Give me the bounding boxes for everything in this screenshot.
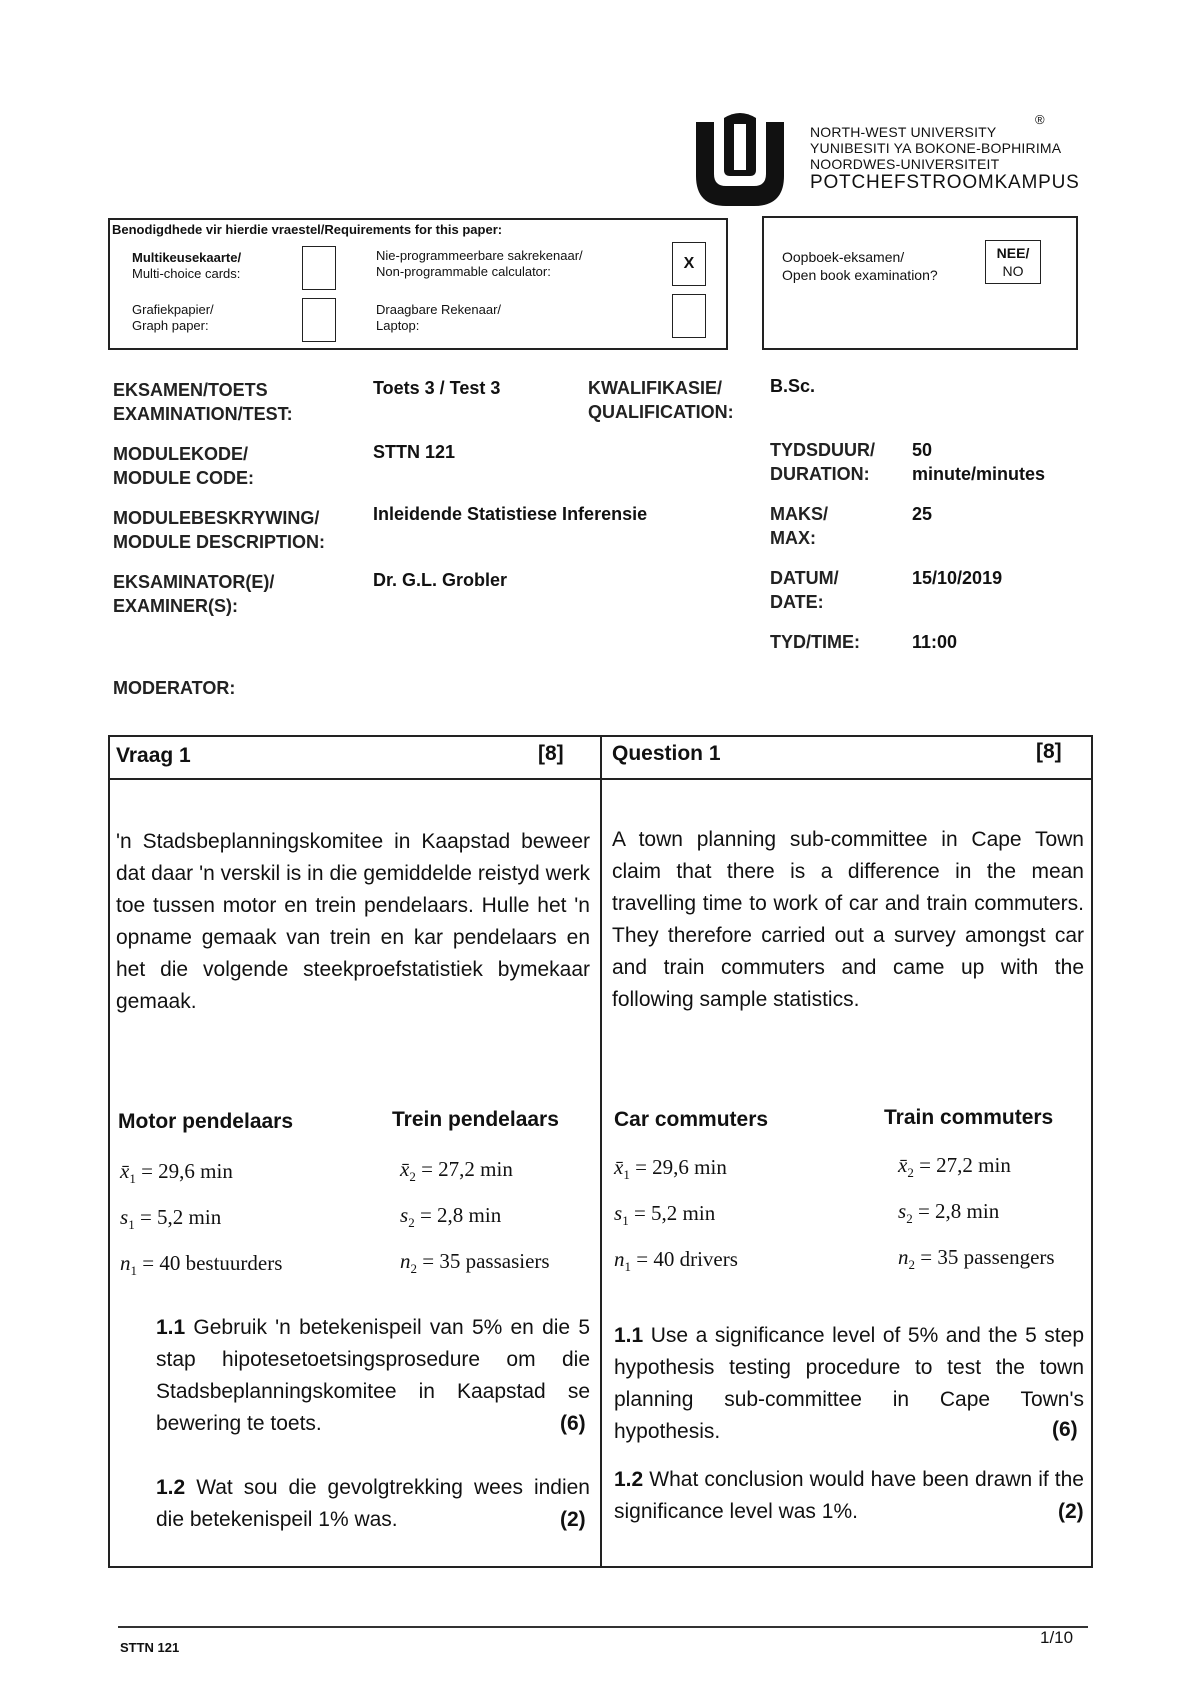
group2-heading-en: Train commuters [884, 1106, 1054, 1129]
registered-mark: ® [1035, 112, 1045, 127]
question-number: 1.1 [614, 1324, 644, 1347]
question-1-1-marks-af: (6) [560, 1412, 586, 1435]
exam-value: Toets 3 / Test 3 [373, 378, 501, 398]
calculator-label [376, 248, 583, 280]
date-label [770, 566, 839, 614]
label-en: DATE: [770, 592, 824, 612]
stat-n: $n_1 = 40$ bestuurders [120, 1251, 283, 1279]
stat-value: = 2,8 min [917, 1199, 1000, 1224]
university-line: NOORDWES-UNIVERSITEIT [810, 156, 1000, 172]
calculator-checkbox[interactable]: X [672, 242, 706, 286]
label-af: Multikeusekaarte/ [132, 250, 242, 265]
group2-heading-af: Trein pendelaars [392, 1108, 559, 1131]
duration-unit: minute/minutes [912, 464, 1046, 484]
university-line: YUNIBESITI YA BOKONE-BOPHIRIMA [810, 140, 1062, 156]
laptop-label [376, 302, 501, 334]
stat-sd: $s_1 = 5,2$ min [120, 1205, 222, 1233]
graph-paper-checkbox[interactable] [302, 298, 336, 342]
label-af: MODULEBESKRYWING/ [113, 508, 320, 528]
duration-number: 50 [912, 440, 933, 460]
moderator-label: MODERATOR: [113, 678, 236, 698]
multi-choice-label [132, 250, 241, 282]
question-1-2-marks-en: (2) [1058, 1500, 1084, 1523]
header-divider [108, 778, 1093, 780]
question-marks-af: [8] [538, 742, 564, 765]
label-af: TYDSDUUR/ [770, 440, 876, 460]
footer-module-code: STTN 121 [120, 1640, 180, 1655]
examiner-label [113, 570, 274, 618]
label-af: Oopboek-eksamen/ [782, 249, 905, 265]
label-af: KWALIFIKASIE/ [588, 378, 722, 398]
examiner-value: Dr. G.L. Grobler [373, 570, 508, 590]
university-logo [690, 112, 790, 208]
stat-value: = 2,8 min [419, 1203, 502, 1228]
stat-mean: $x̄_2 = 27,2$ min [400, 1157, 513, 1185]
stats-group2-af [400, 1150, 550, 1289]
group1-heading-af: Motor pendelaars [118, 1110, 294, 1133]
label-en: EXAMINATION/TEST: [113, 404, 293, 424]
stat-mean: $x̄_2 = 27,2$ min [898, 1153, 1011, 1181]
stat-sd: $s_1 = 5,2$ min [614, 1201, 716, 1229]
time-value: 11:00 [912, 632, 958, 652]
module-code-label [113, 442, 254, 490]
label-af: Draagbare Rekenaar/ [376, 302, 502, 317]
question-1-1-af [156, 1312, 590, 1440]
question-1-1-en [614, 1320, 1084, 1448]
question-text: Gebruik 'n betekenispeil van 5% en die 5 stap hipotesetoetsingsprosedure om die Stadsbeplanningskomitee in Kaapstad se bewering te toets. [156, 1316, 590, 1435]
question-number: 1.1 [156, 1316, 186, 1339]
stat-sd: $s_2 = 2,8$ min [400, 1203, 502, 1231]
stat-n: $n_1 = 40$ drivers [614, 1247, 738, 1275]
label-en: Open book examination? [782, 267, 938, 283]
question-1-2-en [614, 1464, 1084, 1528]
label-en: Non-programmable calculator: [376, 264, 551, 279]
question-intro-af: 'n Stadsbeplanningskomitee in Kaapstad beweer dat daar 'n verskil is in die gemiddelde reistyd werk toe tussen motor en trein pendelaars. Hulle het 'n opname gemaak van trein en kar pendelaars en het die volgende steekproefstatistiek bymekaar gemaak. [116, 830, 590, 1013]
label-en: QUALIFICATION: [588, 402, 734, 422]
question-number: 1.2 [156, 1476, 186, 1499]
question-1-2-af [156, 1472, 590, 1536]
label-af: DATUM/ [770, 568, 839, 588]
label-af: Grafiekpapier/ [132, 302, 214, 317]
question-1-1-marks-en: (6) [1052, 1418, 1078, 1441]
duration-label [770, 438, 875, 486]
stats-group1-af [120, 1152, 282, 1291]
question-number: 1.2 [614, 1468, 644, 1491]
stat-value: = 35 passasiers [422, 1249, 550, 1274]
university-line: NORTH-WEST UNIVERSITY [810, 124, 997, 140]
question-title-en: Question 1 [612, 742, 721, 765]
stat-value: = 5,2 min [139, 1205, 222, 1230]
question-intro-en: A town planning sub-committee in Cape Town claim that there is a difference in the mean travelling time to work of car and train commuters. They therefore carried out a survey amongst car and train commuters and came up with the following sample statistics. [612, 828, 1084, 1011]
footer-divider [118, 1626, 1088, 1628]
stat-mean: $x̄_1 = 29,6$ min [120, 1159, 233, 1187]
date-value: 15/10/2019 [912, 568, 1003, 588]
stat-value: = 40 drivers [636, 1247, 738, 1272]
stats-group2-en [898, 1146, 1055, 1285]
label-af: MODULEKODE/ [113, 444, 248, 464]
graph-paper-label [132, 302, 214, 334]
label-en: EXAMINER(S): [113, 596, 238, 616]
stat-n: $n_2 = 35$ passengers [898, 1245, 1055, 1273]
label-af: EKSAMINATOR(E)/ [113, 572, 275, 592]
university-name [810, 124, 1080, 194]
column-divider [600, 735, 602, 1568]
group1-heading-en: Car commuters [614, 1108, 769, 1131]
laptop-checkbox[interactable] [672, 294, 706, 338]
multi-choice-checkbox[interactable] [302, 246, 336, 290]
time-label: TYD/TIME: [770, 632, 860, 652]
stat-mean: $x̄_1 = 29,6$ min [614, 1155, 727, 1183]
answer-en: NO [1002, 263, 1024, 279]
stat-value: = 29,6 min [635, 1155, 727, 1179]
label-en: Laptop: [376, 318, 420, 333]
module-code-value: STTN 121 [373, 442, 456, 462]
requirements-title: Benodigdhede vir hierdie vraestel/Requirements for this paper: [112, 222, 503, 237]
label-af: Nie-programmeerbare sakrekenaar/ [376, 248, 583, 263]
label-en: DURATION: [770, 464, 870, 484]
label-af: EKSAMEN/TOETS [113, 380, 268, 400]
open-book-label [782, 248, 938, 284]
label-en: Multi-choice cards: [132, 266, 241, 281]
question-title-af: Vraag 1 [116, 744, 191, 767]
question-marks-en: [8] [1036, 740, 1062, 763]
qualification-value: B.Sc. [770, 376, 816, 396]
stat-n: $n_2 = 35$ passasiers [400, 1249, 550, 1277]
label-en: MODULE CODE: [113, 468, 254, 488]
stat-value: = 29,6 min [141, 1159, 233, 1183]
max-label [770, 502, 828, 550]
label-en: Graph paper: [132, 318, 209, 333]
question-text: Use a significance level of 5% and the 5 step hypothesis testing procedure to test the town planning sub-committee in Cape Town's hypothesis. [614, 1324, 1084, 1443]
stat-value: = 40 bestuurders [142, 1251, 283, 1276]
page-number: 1/10 [1040, 1628, 1074, 1647]
open-book-answer [985, 240, 1041, 284]
stat-sd: $s_2 = 2,8$ min [898, 1199, 1000, 1227]
module-description-value: Inleidende Statistiese Inferensie [373, 504, 648, 524]
module-description-label [113, 506, 325, 554]
qualification-label [588, 376, 734, 424]
label-en: MAX: [770, 528, 816, 548]
stat-value: = 27,2 min [421, 1157, 513, 1181]
question-text: Wat sou die gevolgtrekking wees indien die betekenispeil 1% was. [156, 1476, 590, 1531]
max-value: 25 [912, 504, 933, 524]
question-text: What conclusion would have been drawn if the significance level was 1%. [614, 1468, 1084, 1523]
exam-label [113, 378, 293, 426]
answer-af: NEE/ [996, 245, 1030, 261]
stat-value: = 27,2 min [919, 1153, 1011, 1177]
duration-value [912, 438, 1045, 486]
label-en: MODULE DESCRIPTION: [113, 532, 326, 552]
question-1-2-marks-af: (2) [560, 1508, 586, 1531]
stats-group1-en [614, 1148, 738, 1287]
stat-value: = 5,2 min [633, 1201, 716, 1226]
stat-value: = 35 passengers [920, 1245, 1055, 1270]
label-af: MAKS/ [770, 504, 828, 524]
campus-name: POTCHEFSTROOMKAMPUS [810, 172, 1080, 193]
